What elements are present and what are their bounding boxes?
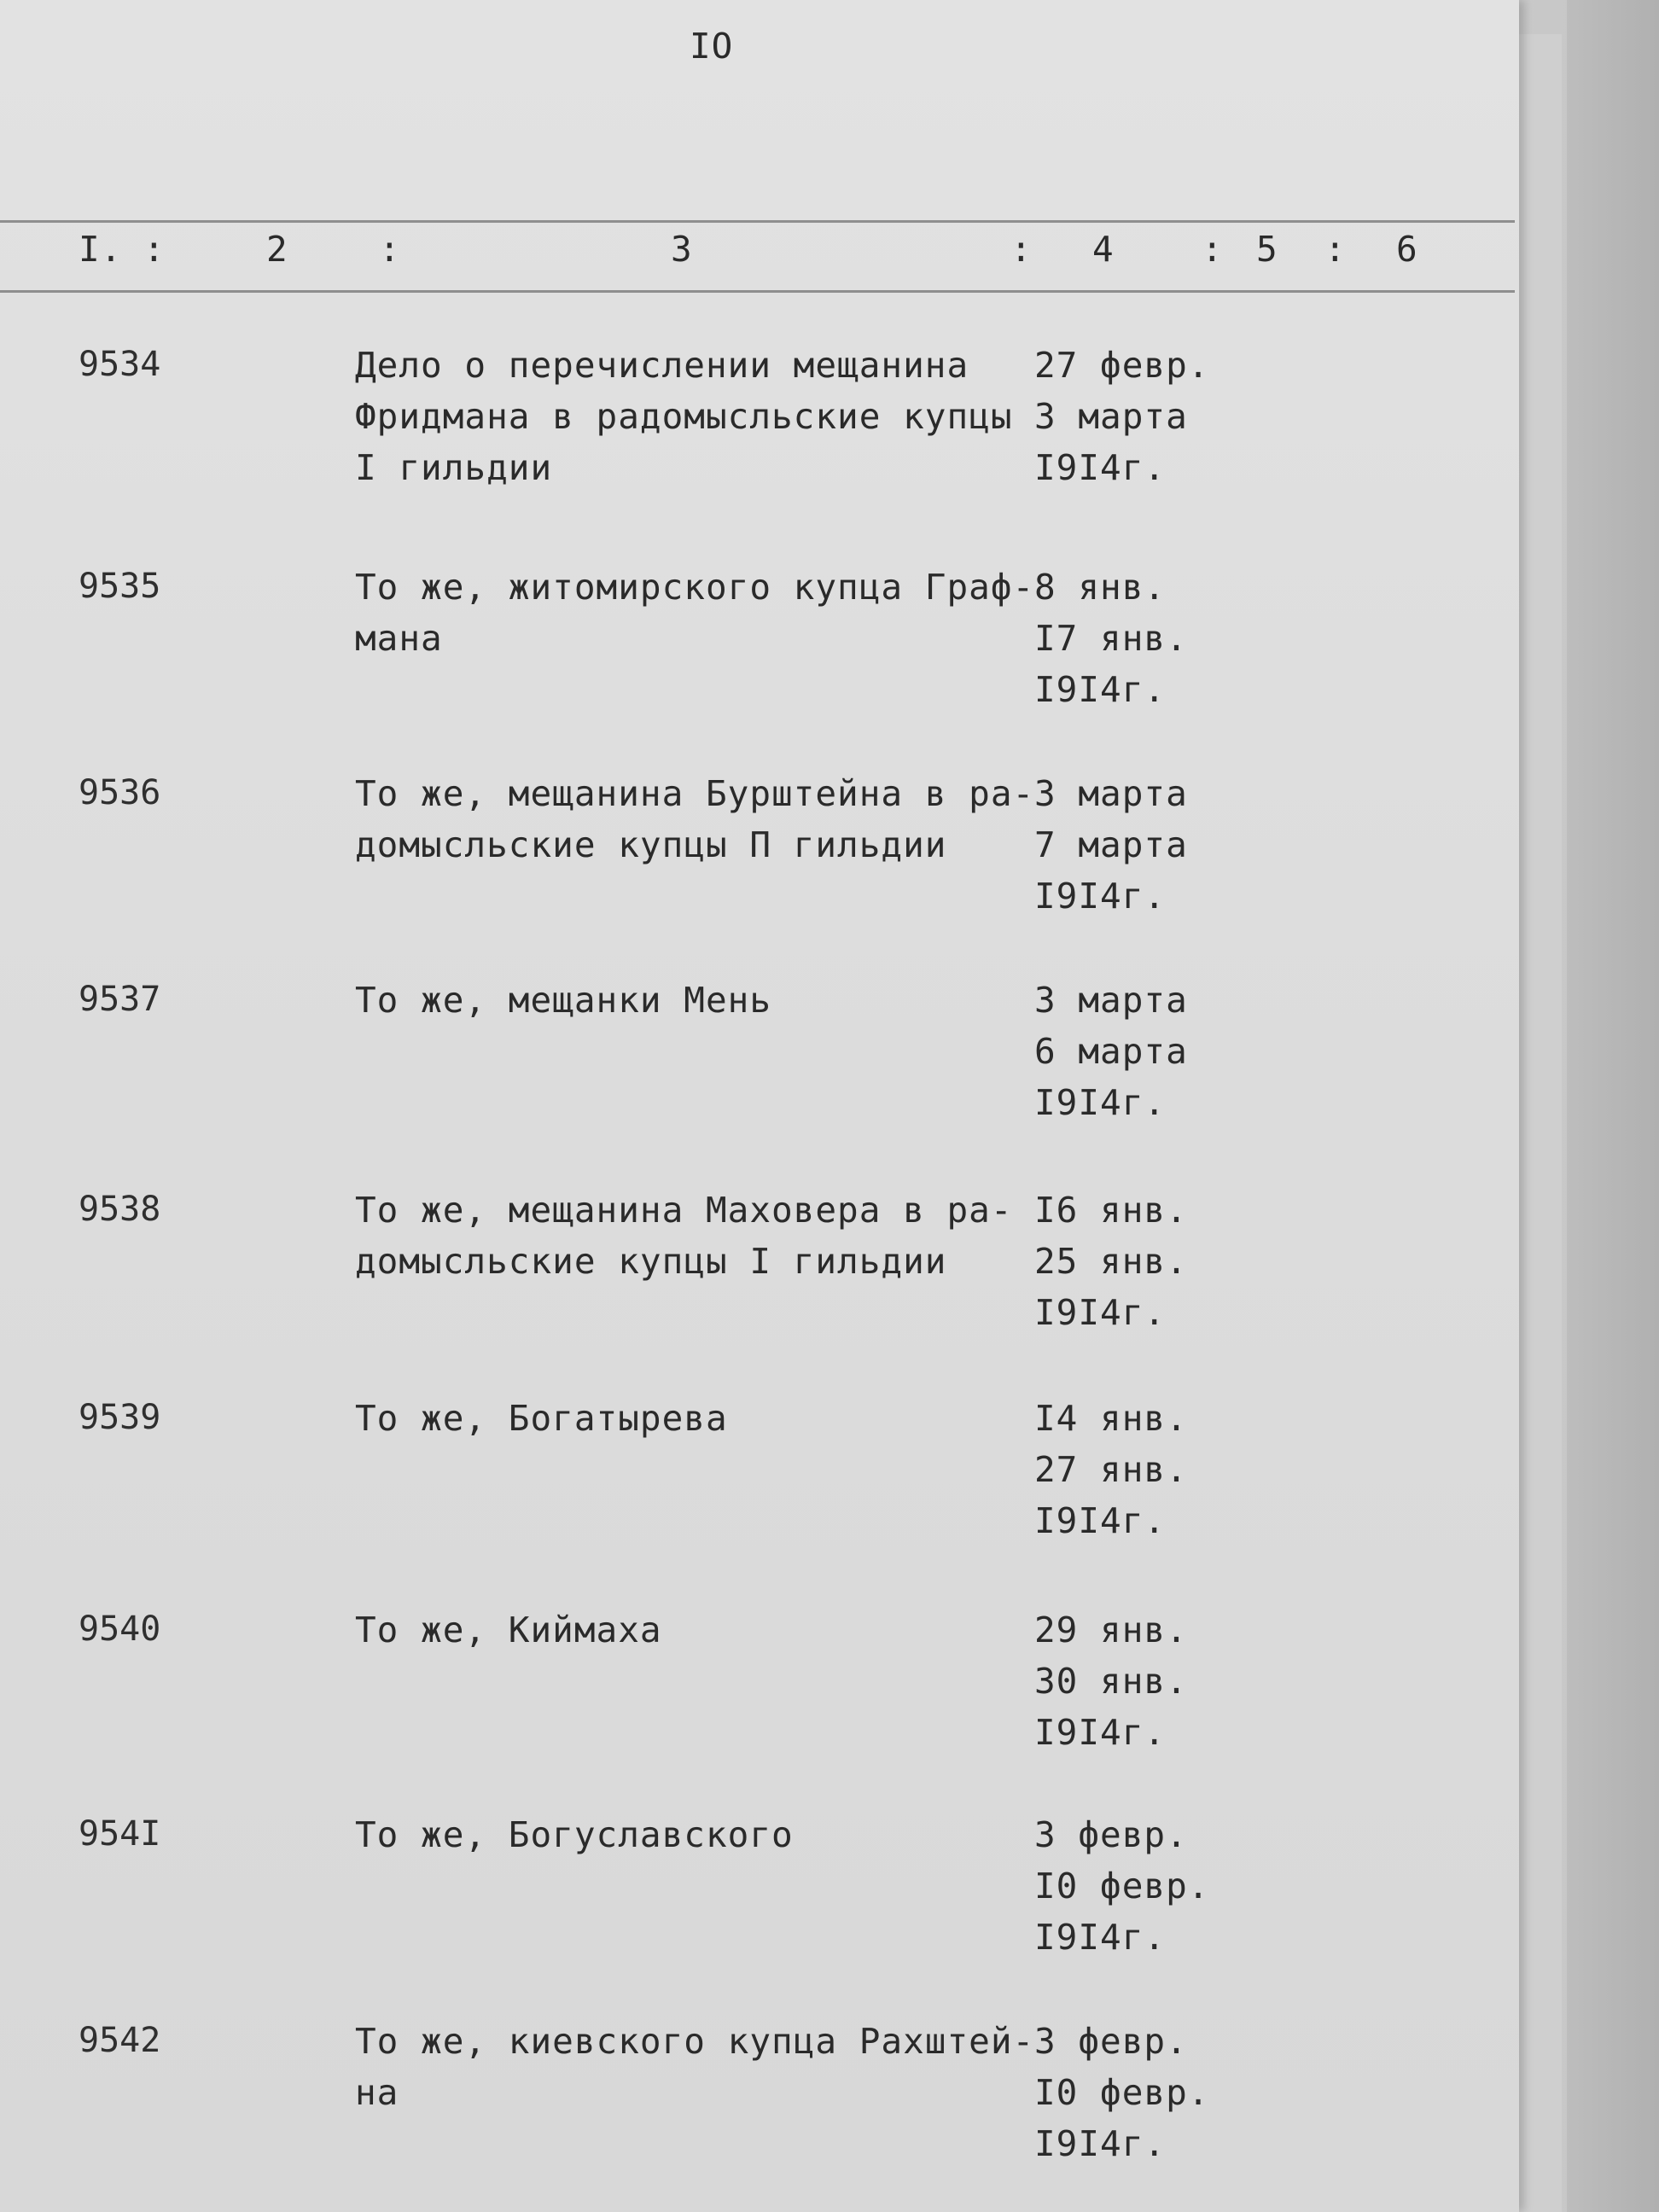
column-separator: : [379, 229, 401, 270]
record-title-line: То же, Богатырева [355, 1398, 728, 1439]
record-date-line: I9I4г. [1034, 876, 1167, 917]
record-title-line: домысльские купцы П гильдии [355, 824, 947, 865]
record-date-line: I9I4г. [1034, 1917, 1167, 1958]
record-date-line: I9I4г. [1034, 447, 1167, 488]
record-date-line: 27 февр. [1034, 345, 1210, 386]
record-number: 9536 [79, 773, 161, 812]
record-number: 954I [79, 1814, 161, 1854]
background-edge [1567, 0, 1659, 2212]
record-date-line: I9I4г. [1034, 1082, 1167, 1123]
record-date-line: I0 февр. [1034, 1866, 1210, 1906]
record-title-line: Фридмана в радомысльские купцы [355, 396, 1013, 437]
record-date-line: I9I4г. [1034, 1292, 1167, 1333]
record-title-line: То же, мещанки Мень [355, 980, 771, 1021]
record-title-line: мана [355, 618, 443, 659]
record-number: 9542 [79, 2021, 161, 2060]
record-title-line: домысльские купцы I гильдии [355, 1241, 947, 1282]
record-date-line: I9I4г. [1034, 1500, 1167, 1541]
record-date-line: 27 янв. [1034, 1449, 1188, 1490]
column-header-6: 6 [1396, 229, 1418, 270]
record-date-line: I9I4г. [1034, 1712, 1167, 1753]
page-number: IO [690, 26, 734, 67]
column-header-1: I. [79, 229, 123, 270]
record-title-line: То же, Киймаха [355, 1610, 662, 1650]
record-title-line: То же, мещанина Маховера в ра- [355, 1190, 1013, 1231]
column-separator: : [143, 229, 166, 270]
record-date-line: 3 февр. [1034, 1814, 1188, 1855]
record-date-line: 3 марта [1034, 980, 1188, 1021]
record-number: 9539 [79, 1398, 161, 1437]
record-date-line: I9I4г. [1034, 2123, 1167, 2164]
record-number: 9540 [79, 1610, 161, 1649]
record-date-line: 29 янв. [1034, 1610, 1188, 1650]
record-date-line: 8 янв. [1034, 567, 1167, 608]
record-date-line: 7 марта [1034, 824, 1188, 865]
record-date-line: I6 янв. [1034, 1190, 1188, 1231]
record-number: 9538 [79, 1190, 161, 1229]
header-bottom-rule [0, 290, 1515, 293]
record-date-line: 3 марта [1034, 773, 1188, 814]
record-date-line: 6 марта [1034, 1031, 1188, 1072]
record-title-line: на [355, 2072, 399, 2113]
record-title-line: То же, киевского купца Рахштей- [355, 2021, 1035, 2062]
record-title-line: I гильдии [355, 447, 553, 488]
column-header-5: 5 [1256, 229, 1278, 270]
record-title-line: То же, мещанина Бурштейна в ра- [355, 773, 1035, 814]
record-date-line: 3 марта [1034, 396, 1188, 437]
record-title-line: То же, Богуславского [355, 1814, 794, 1855]
record-date-line: I0 февр. [1034, 2072, 1210, 2113]
column-header-2: 2 [266, 229, 288, 270]
record-number: 9534 [79, 345, 161, 384]
column-header-4: 4 [1092, 229, 1115, 270]
record-date-line: I4 янв. [1034, 1398, 1188, 1439]
record-title-line: То же, житомирского купца Граф- [355, 567, 1035, 608]
column-separator: : [1010, 229, 1033, 270]
record-number: 9537 [79, 980, 161, 1019]
record-number: 9535 [79, 567, 161, 606]
record-date-line: 30 янв. [1034, 1661, 1188, 1702]
record-date-line: 3 февр. [1034, 2021, 1188, 2062]
record-date-line: 25 янв. [1034, 1241, 1188, 1282]
column-separator: : [1324, 229, 1347, 270]
record-date-line: I7 янв. [1034, 618, 1188, 659]
record-title-line: Дело о перечислении мещанина [355, 345, 969, 386]
column-header-3: 3 [671, 229, 693, 270]
column-separator: : [1202, 229, 1224, 270]
header-top-rule [0, 220, 1515, 223]
record-date-line: I9I4г. [1034, 669, 1167, 710]
